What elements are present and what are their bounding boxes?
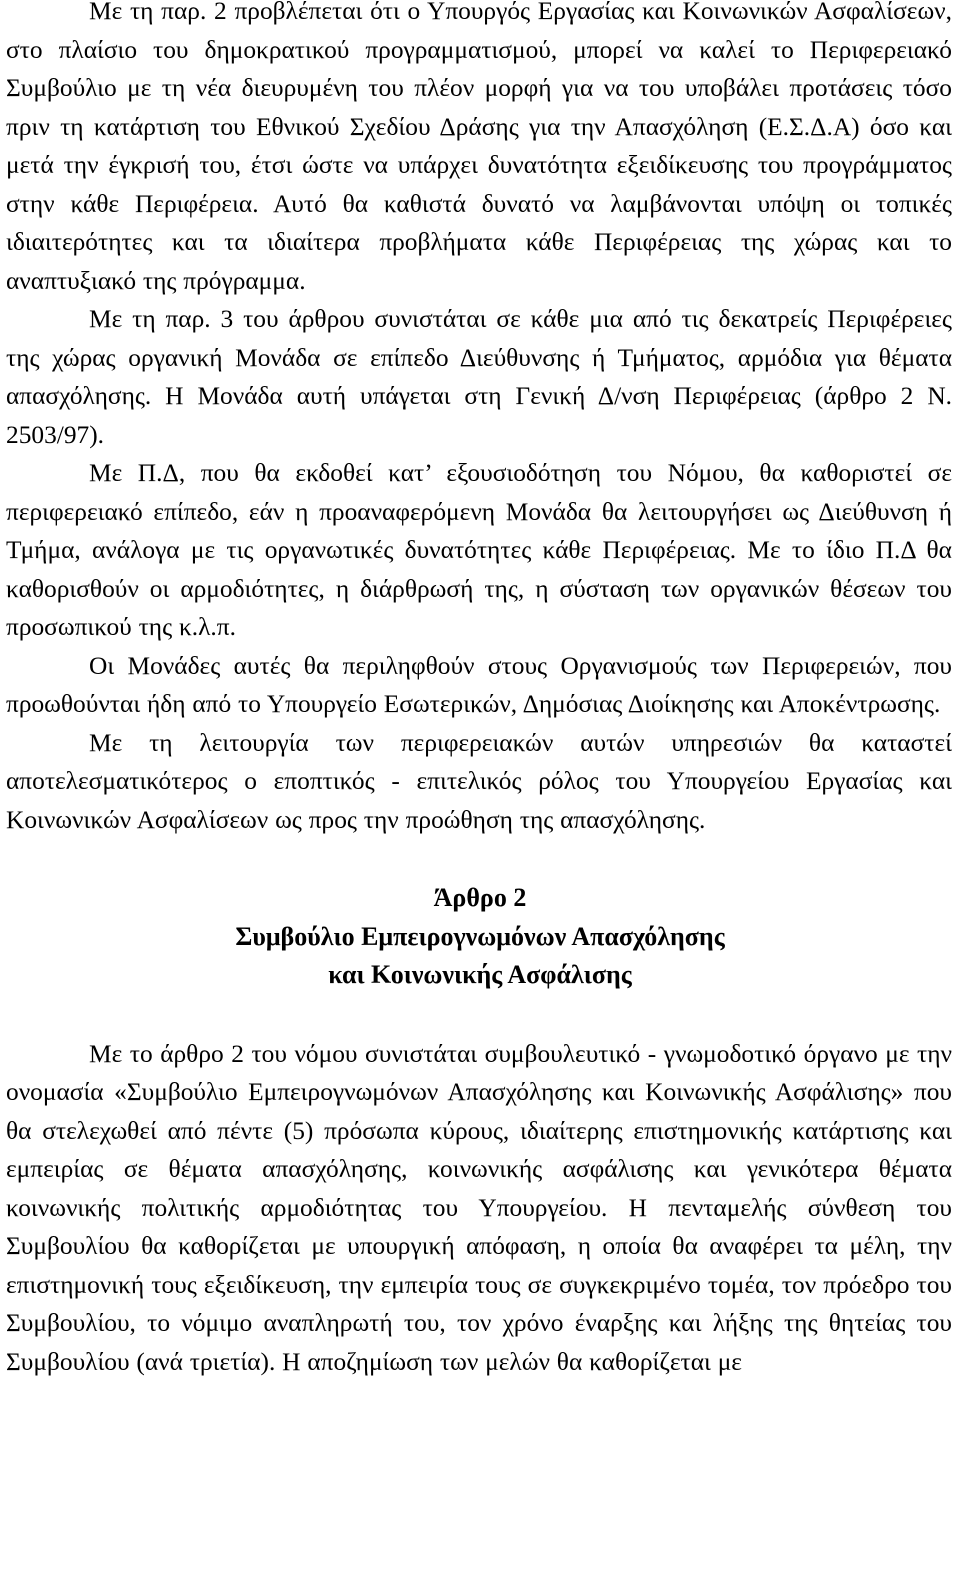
- article-number: Άρθρο 2: [433, 883, 527, 912]
- article-heading: [0, 879, 960, 995]
- paragraph: Με τη παρ. 3 του άρθρου συνιστάται σε κάθε μια από τις δεκατρείς Περιφέρειες της χώρας οργανική Μονάδα σε επίπεδο Διεύθυνσης ή Τμήματος, αρμόδια για θέματα απασχόλησης. Η Μονάδα αυτή υπάγεται στη Γενική Δ/νση Περιφέρειας (άρθρο 2 Ν. 2503/97).: [6, 305, 952, 449]
- paragraph: Οι Μονάδες αυτές θα περιληφθούν στους Οργανισμούς των Περιφερειών, που προωθούνται ήδη από το Υπουργείο Εσωτερικών, Δημόσιας Διοίκησης και Αποκέντρωσης.: [6, 651, 952, 718]
- paragraph: Με Π.Δ, που θα εκδοθεί κατ’ εξουσιοδότηση του Νόμου, θα καθοριστεί σε περιφερειακό επίπεδο, εάν η προαναφερόμενη Μονάδα θα λειτουργήσει ως Διεύθυνση ή Τμήμα, ανάλογα με τις οργανωτικές δυνατότητες κάθε Περιφέρειας. Με το ίδιο Π.Δ θα καθορισθούν οι αρμοδιότητες, η διάρθρωσή της, η σύσταση των οργανικών θέσεων του προσωπικού της κ.λ.π.: [6, 459, 952, 641]
- paragraph: Με τη παρ. 2 προβλέπεται ότι ο Υπουργός Εργασίας και Κοινωνικών Ασφαλίσεων, στο πλαίσιο του δημοκρατικού προγραμματισμού, μπορεί να καλεί το Περιφερειακό Συμβούλιο με τη νέα διευρυμένη του πλέον μορφή για να του υποβάλει προτάσεις τόσο πριν τη κατάρτιση του Εθνικού Σχεδίου Δράσης για την Απασχόληση (Ε.Σ.Δ.Α) όσο και μετά την έγκρισή του, έτσι ώστε να υπάρχει δυνατότητα εξειδίκευσης του προγράμματος στην κάθε Περιφέρεια. Αυτό θα καθιστά δυνατό να λαμβάνονται υπόψη οι τοπικές ιδιαιτερότητες και τα ιδιαίτερα προβλήματα κάθε Περιφέρειας της χώρας και το αναπτυξιακό της πρόγραμμα.: [6, 0, 952, 295]
- paragraph: Με το άρθρο 2 του νόμου συνιστάται συμβουλευτικό - γνωμοδοτικό όργανο με την ονομασία «Συμβούλιο Εμπειρογνωμόνων Απασχόλησης και Κοινωνικής Ασφάλισης» που θα στελεχωθεί από πέντε (5) πρόσωπα κύρους, ιδιαίτερης επιστημονικής κατάρτισης και εμπειρίας σε θέματα απασχόλησης, κοινωνικής ασφάλισης και γενικότερα θέματα κοινωνικής πολιτικής αρμοδιότητας του Υπουργείου. Η πενταμελής σύνθεση του Συμβουλίου θα καθορίζεται με υπουργική απόφαση, η οποία θα αναφέρει τα μέλη, την επιστημονική τους εξειδίκευση, την εμπειρία τους σε συγκεκριμένο τομέα, τον πρόεδρο του Συμβουλίου, το νόμιμο αναπληρωτή του, τον χρόνο έναρξης και λήξης της θητείας του Συμβουλίου (ανά τριετία). Η αποζημίωση των μελών θα καθορίζεται με: [6, 1039, 952, 1376]
- article-title-line-1: Συμβούλιο Εμπειρογνωμόνων Απασχόλησης: [235, 921, 725, 951]
- article-title-line-2: και Κοινωνικής Ασφάλισης: [328, 960, 632, 989]
- paragraph: Με τη λειτουργία των περιφερειακών αυτών υπηρεσιών θα καταστεί αποτελεσματικότερος ο εποπτικός - επιτελικός ρόλος του Υπουργείου Εργασίας και Κοινωνικών Ασφαλίσεων ως προς την προώθηση της απασχόλησης.: [6, 728, 952, 834]
